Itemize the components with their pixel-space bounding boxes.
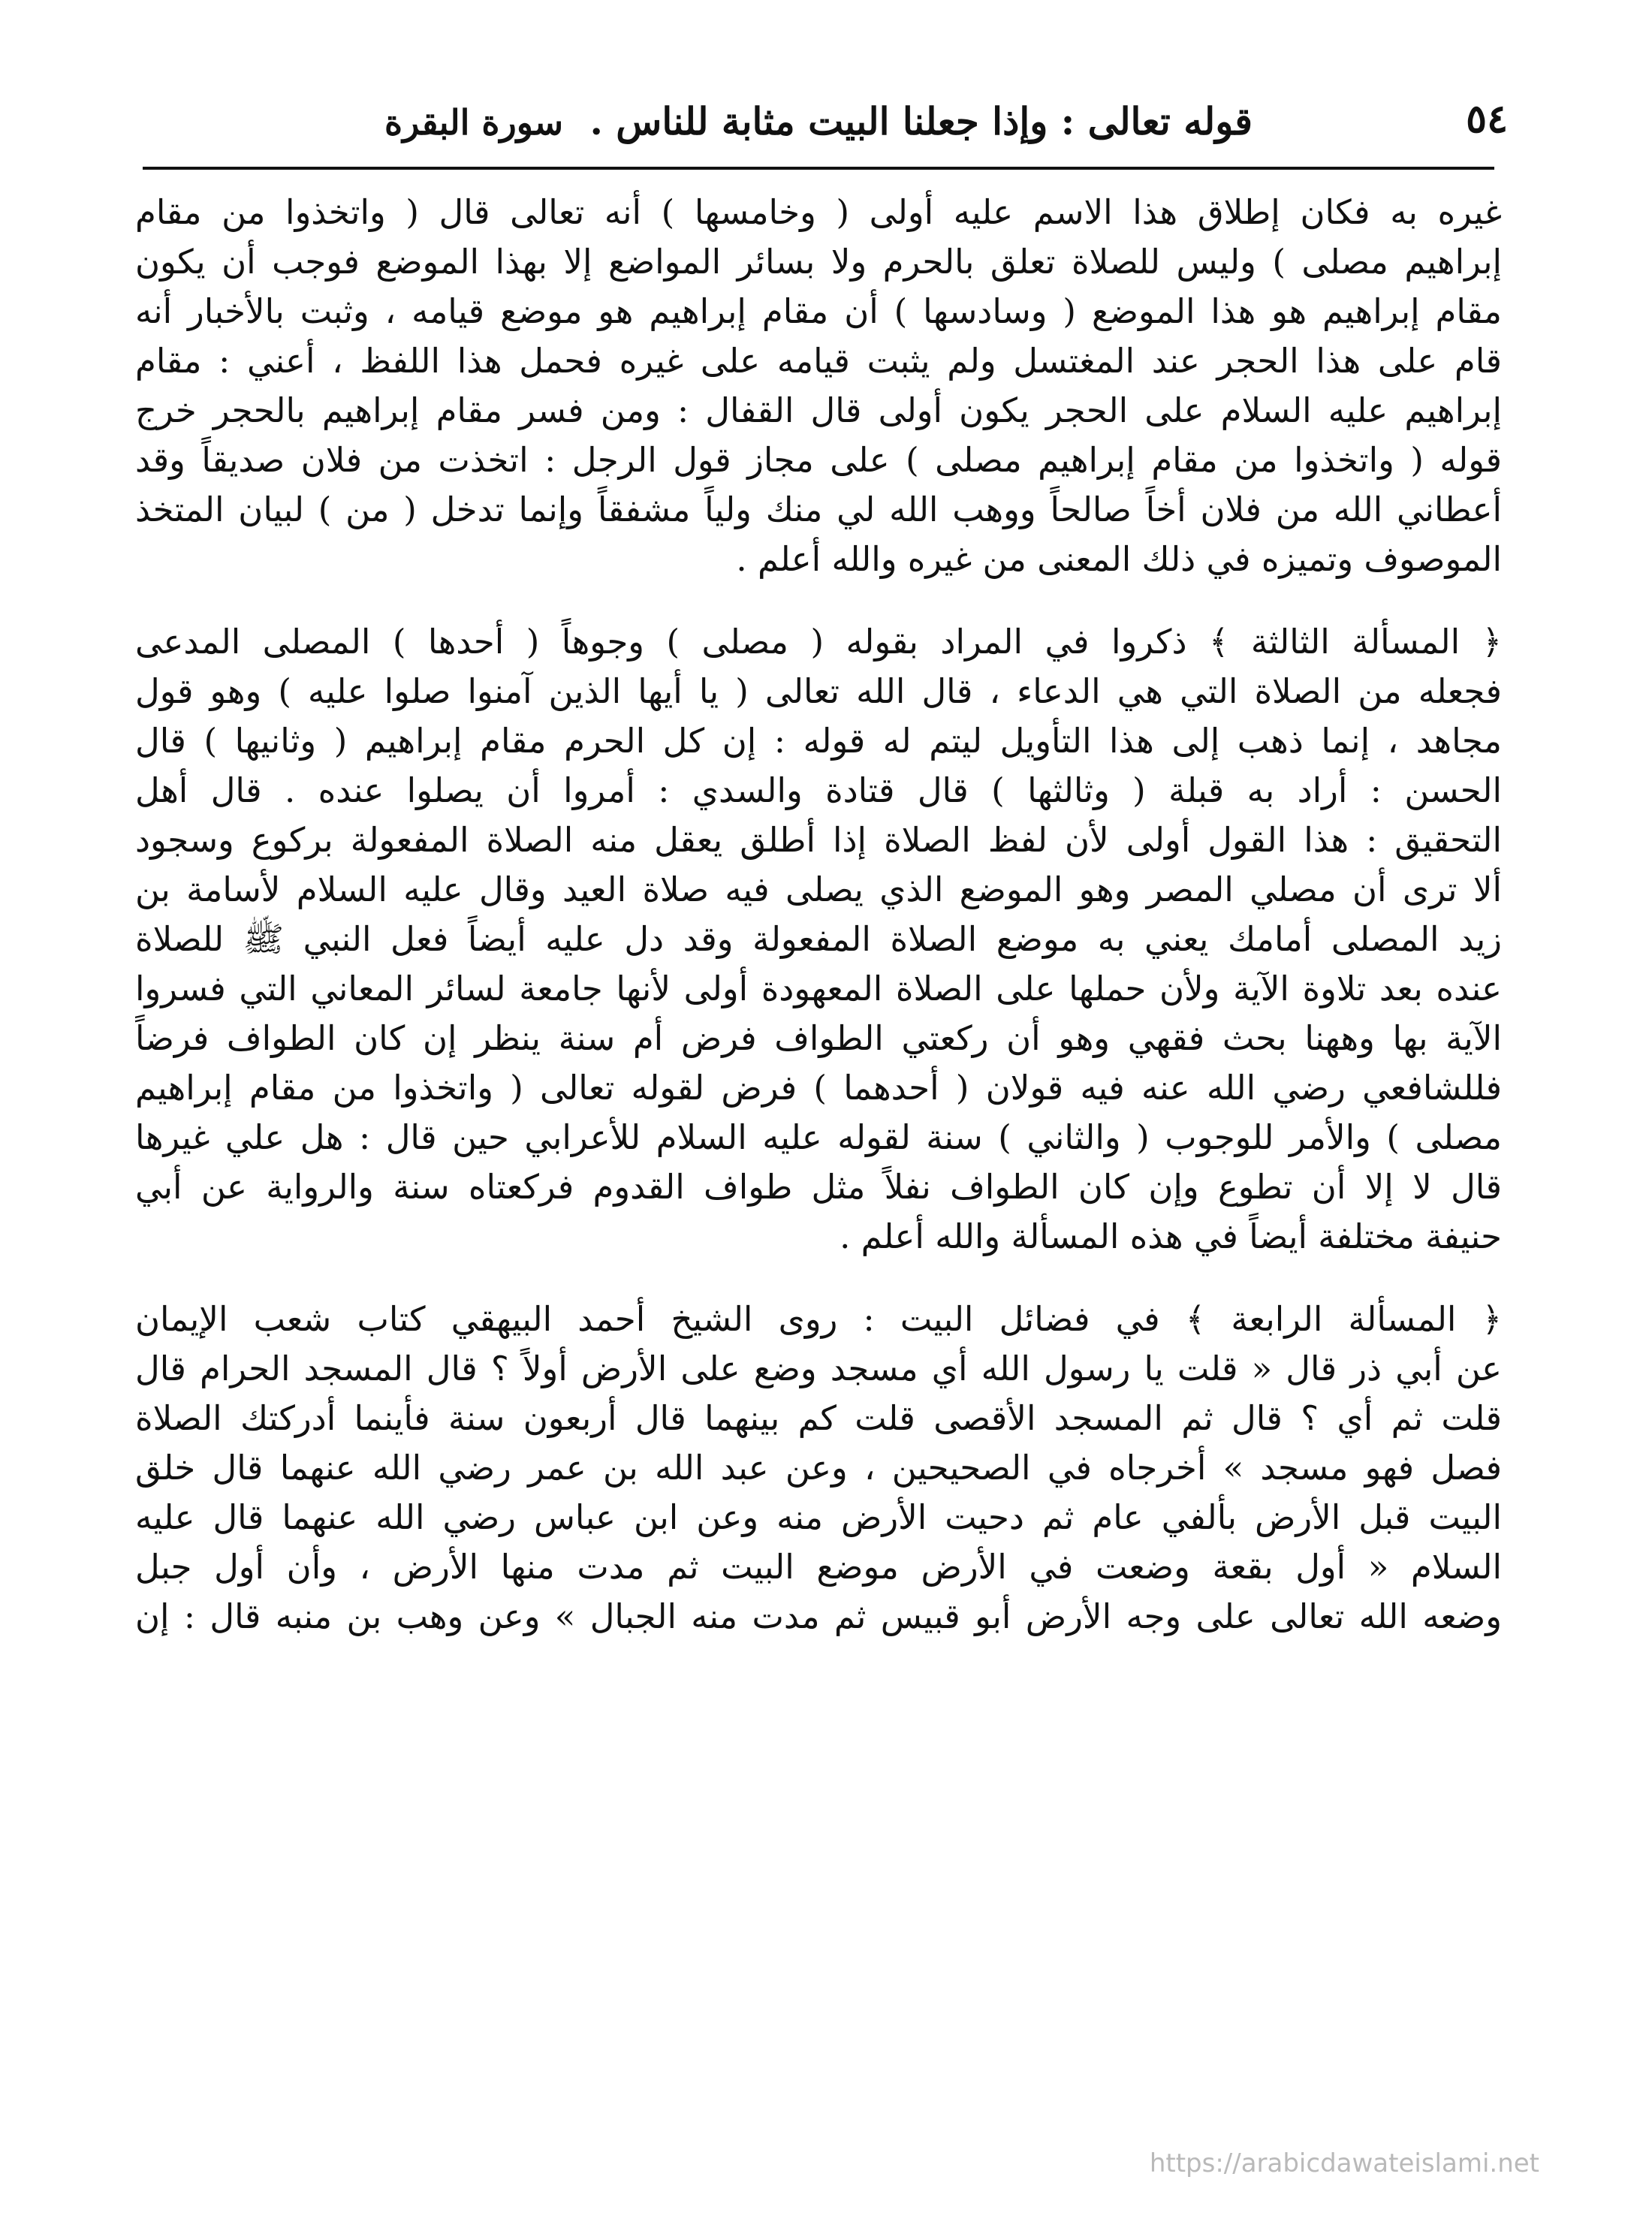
text-line: عن أبي ذر قال « قلت يا رسول الله أي مسجد وضع على الأرض أولاً ؟ قال المسجد الحرام قال <box>135 1349 1502 1388</box>
text-line: مقام إبراهيم هو هذا الموضع ( وسادسها ) أن مقام إبراهيم هو موضع قيامه ، وثبت بالأخبار أنه <box>135 291 1502 331</box>
text-line: زيد المصلى أمامك يعني به موضع الصلاة المفعولة وقد دل عليه أيضاً فعل النبي ﷺ للصلاة <box>135 919 1502 959</box>
text-line: فجعله من الصلاة التي هي الدعاء ، قال الله تعالى ( يا أيها الذين آمنوا صلوا عليه ) وهو قول <box>135 671 1502 711</box>
text-line: الحسن : أراد به قبلة ( وثالثها ) قال قتادة والسدي : أمروا أن يصلوا عنده . قال أهل <box>135 770 1502 810</box>
text-line: حنيفة مختلفة أيضاً في هذه المسألة والله أعلم . <box>840 1217 1502 1256</box>
text-line: إبراهيم مصلى ) وليس للصلاة تعلق بالحرم ولا بسائر المواضع إلا بهذا الموضع فوجب أن يكون <box>135 242 1502 282</box>
text-line: وضعه الله تعالى على وجه الأرض أبو قبيس ثم مدت منه الجبال » وعن وهب بن منبه قال : إن <box>135 1596 1502 1636</box>
page-number: ٥٤ <box>1466 96 1508 142</box>
text-line: السلام « أول بقعة وضعت في الأرض موضع البيت ثم مدت منها الأرض ، وأن أول جبل <box>135 1547 1502 1587</box>
page-header <box>225 83 1517 165</box>
text-line: إبراهيم عليه السلام على الحجر يكون أولى قال القفال : ومن فسر مقام إبراهيم بالحجر خرج <box>135 390 1502 430</box>
text-line: قلت ثم أي ؟ قال ثم المسجد الأقصى قلت كم بينهما قال أربعون سنة فأينما أدركتك الصلاة <box>135 1398 1502 1438</box>
text-line: غيره به فكان إطلاق هذا الاسم عليه أولى ( وخامسها ) أنه تعالى قال ( واتخذوا من مقام <box>135 192 1502 232</box>
text-line: قام على هذا الحجر عند المغتسل ولم يثبت قيامه على غيره فحمل هذا اللفظ ، أعني : مقام <box>135 341 1502 381</box>
running-title-text: قوله تعالى : وإذا جعلنا البيت مثابة للناس . <box>589 99 1253 143</box>
text-line: ﴿ المسألة الرابعة ﴾ في فضائل البيت : روى الشيخ أحمد البيهقي كتاب شعب الإيمان <box>135 1299 1502 1339</box>
text-line: مصلى ) والأمر للوجوب ( والثاني ) سنة لقوله عليه السلام للأعرابي حين قال : هل علي غيرها <box>135 1117 1502 1157</box>
body-text <box>135 188 1502 1642</box>
paragraph-1 <box>135 188 1502 584</box>
text-line: البيت قبل الأرض بألفي عام ثم دحيت الأرض منه وعن ابن عباس رضي الله عنهما قال عليه <box>135 1497 1502 1537</box>
text-line: مجاهد ، إنما ذهب إلى هذا التأويل ليتم له قوله : إن كل الحرم مقام إبراهيم ( وثانيها ) قال <box>135 721 1502 761</box>
text-line: الآية بها وههنا بحث فقهي وهو أن ركعتي الطواف فرض أم سنة ينظر إن كان الطواف فرضاً <box>135 1018 1502 1058</box>
paragraph-2 <box>135 617 1502 1262</box>
text-line: التحقيق : هذا القول أولى لأن لفظ الصلاة إذا أطلق يعقل منه الصلاة المفعولة بركوع وسجود <box>135 820 1502 860</box>
text-line: عنده بعد تلاوة الآية ولأن حملها على الصلاة المعهودة أولى لأنها جامعة لسائر المعاني التي فسروا <box>135 969 1502 1008</box>
text-line: قال لا إلا أن تطوع وإن كان الطواف نفلاً مثل طواف القدوم فركعتاه سنة والرواية عن أبي <box>135 1167 1502 1207</box>
watermark-url: https://arabicdawateislami.net <box>1149 2148 1539 2178</box>
text-line: ﴿ المسألة الثالثة ﴾ ذكروا في المراد بقوله ( مصلى ) وجوهاً ( أحدها ) المصلى المدعى <box>135 622 1502 662</box>
surah-name: سورة البقرة <box>384 102 564 143</box>
header-rule <box>143 167 1494 170</box>
running-title <box>225 99 1412 143</box>
text-line: فللشافعي رضي الله عنه فيه قولان ( أحدهما ) فرض لقوله تعالى ( واتخذوا من مقام إبراهيم <box>135 1068 1502 1108</box>
text-line: الموصوف وتميزه في ذلك المعنى من غيره والله أعلم . <box>736 539 1502 579</box>
text-line: ألا ترى أن مصلي المصر وهو الموضع الذي يصلى فيه صلاة العيد وقال عليه السلام لأسامة بن <box>135 870 1502 909</box>
paragraph-3 <box>135 1295 1502 1642</box>
text-line: أعطاني الله من فلان أخاً صالحاً ووهب الله لي منك ولياً مشفقاً وإنما تدخل ( من ) لبيان المتخذ <box>135 490 1502 529</box>
text-line: فصل فهو مسجد » أخرجاه في الصحيحين ، وعن عبد الله بن عمر رضي الله عنهما قال خلق <box>135 1448 1502 1488</box>
text-line: قوله ( واتخذوا من مقام إبراهيم مصلى ) على مجاز قول الرجل : اتخذت من فلان صديقاً وقد <box>135 440 1502 480</box>
